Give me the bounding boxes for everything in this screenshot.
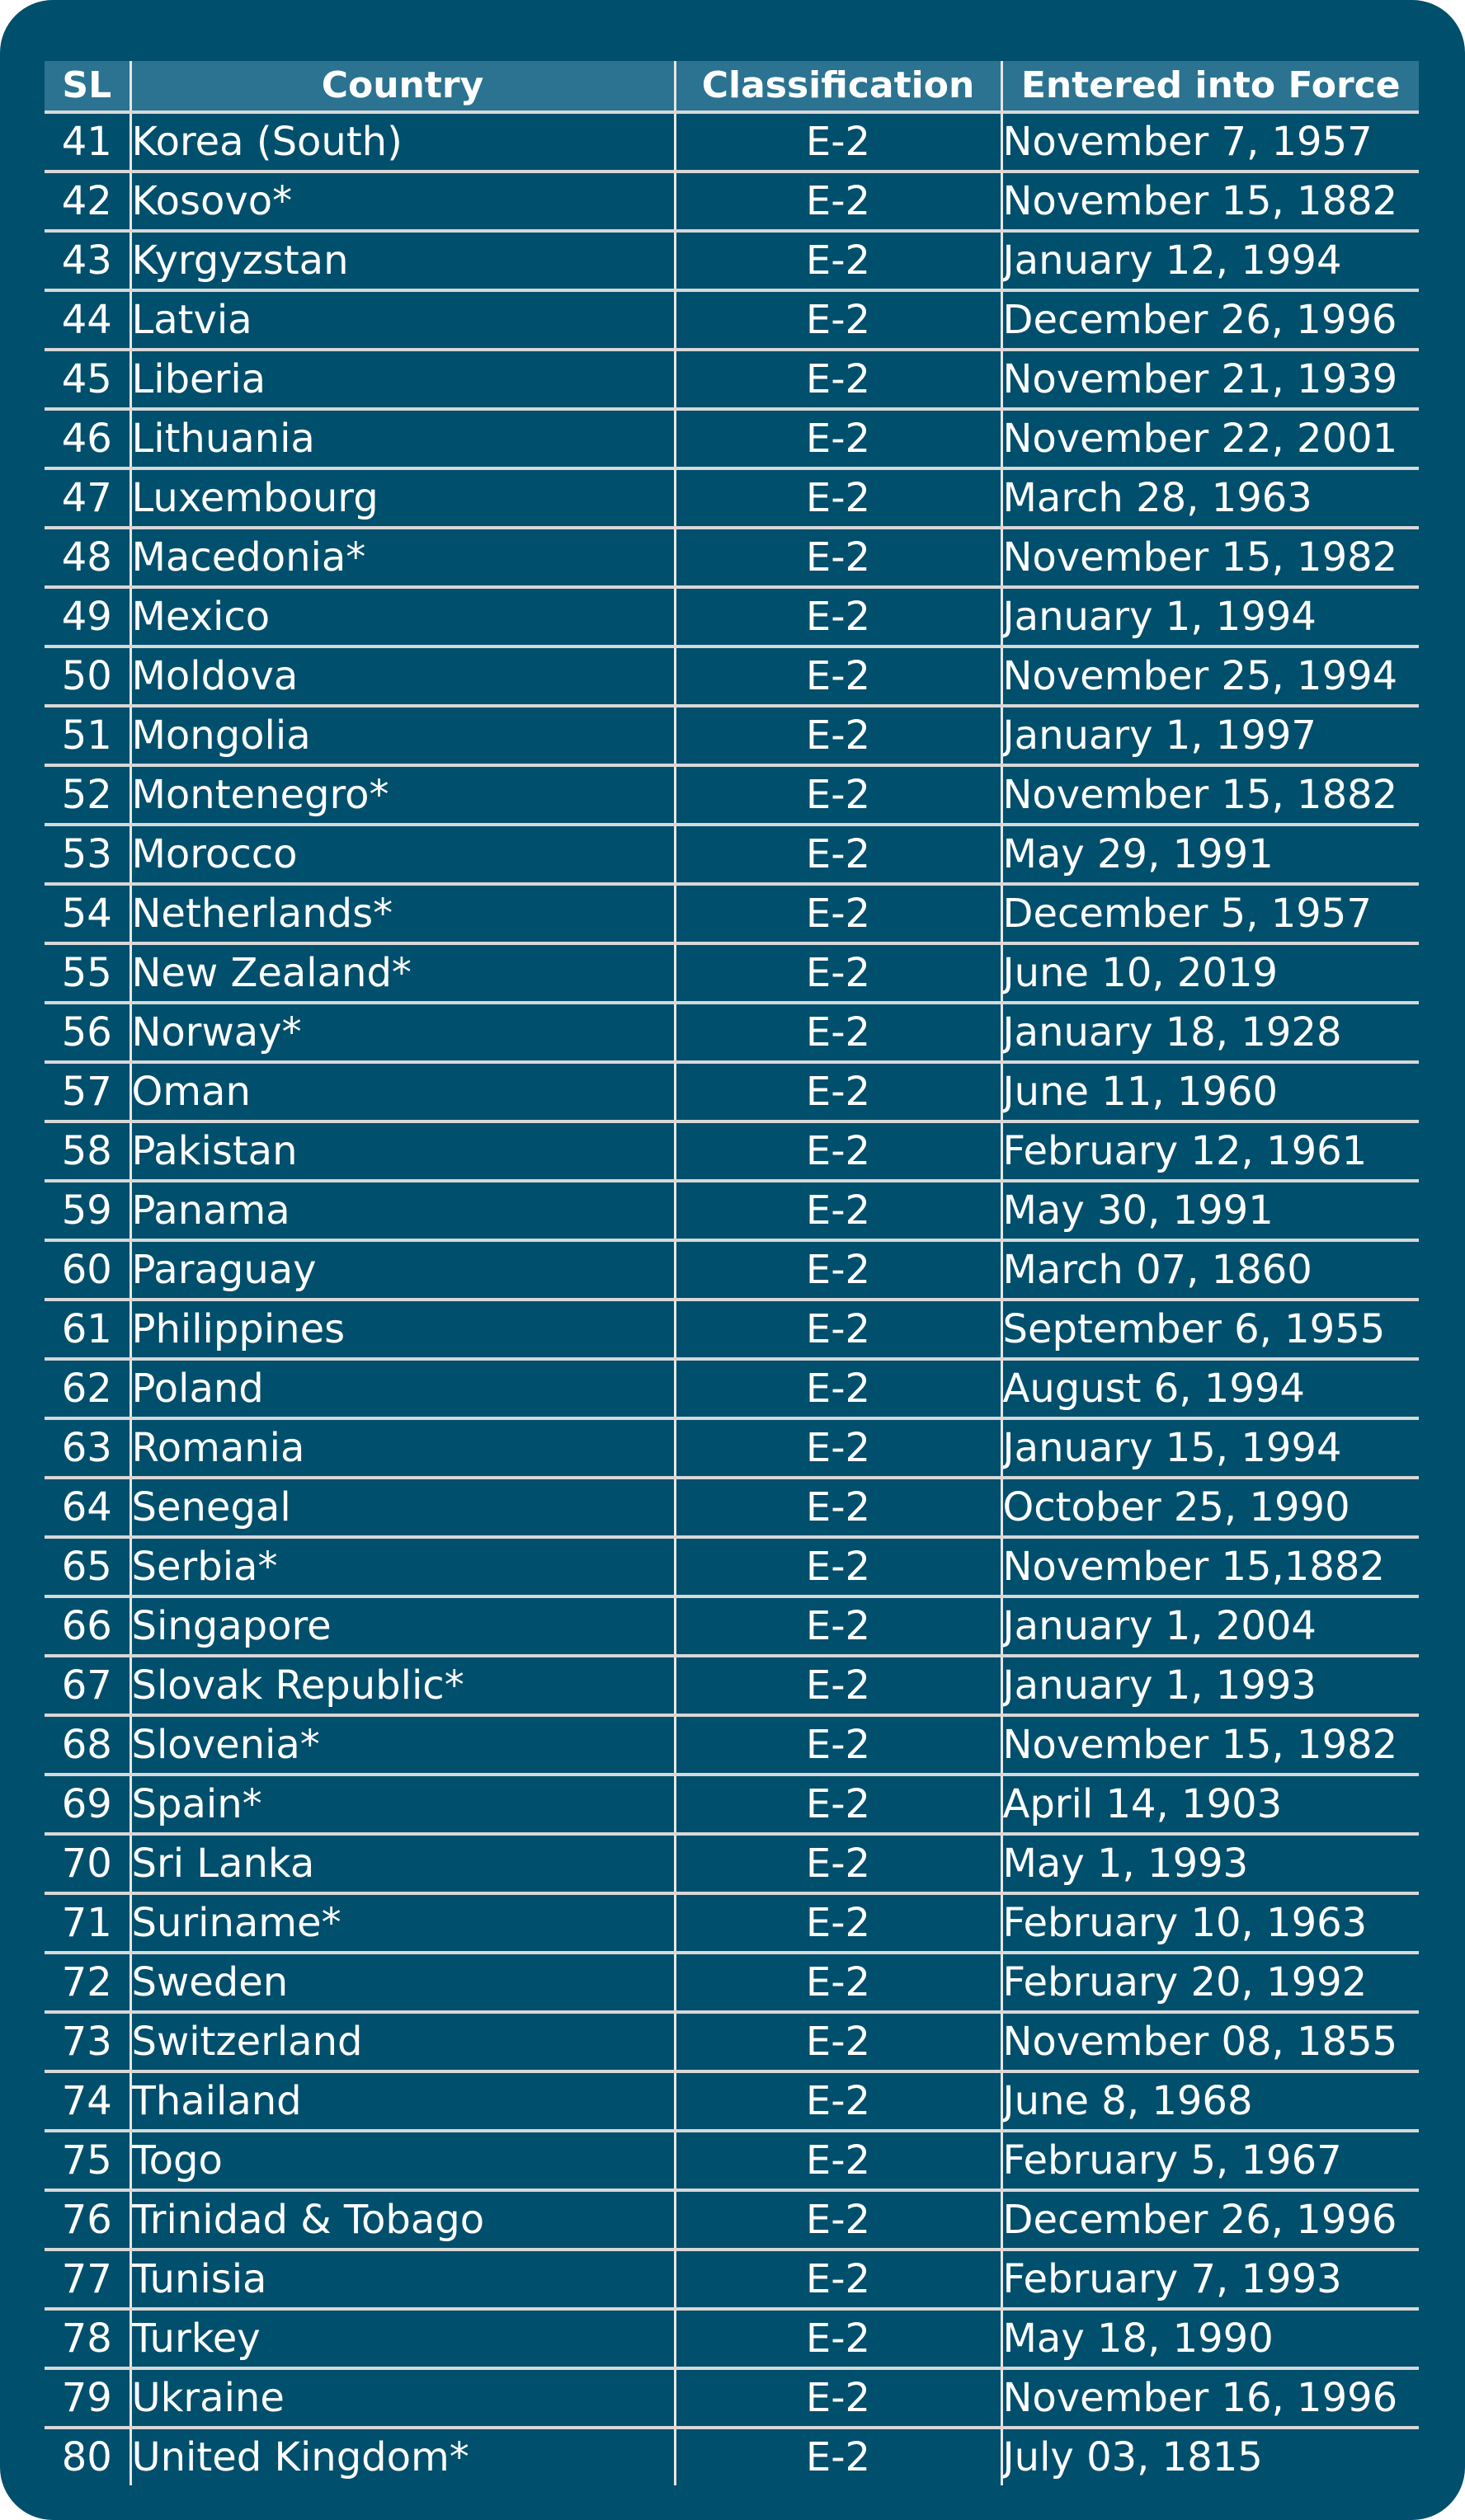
table-row: [45, 2190, 1419, 2250]
row-classification: E-2: [675, 825, 1001, 884]
row-country: Latvia: [130, 290, 675, 350]
row-entered-into-force: November 08, 1855: [1001, 2012, 1419, 2071]
row-classification: E-2: [675, 1240, 1001, 1300]
row-sl: 72: [45, 1953, 130, 2012]
row-entered-into-force: January 1, 2004: [1001, 1596, 1419, 1656]
row-country: Luxembourg: [130, 468, 675, 528]
row-entered-into-force: December 26, 1996: [1001, 2190, 1419, 2250]
row-classification: E-2: [675, 1537, 1001, 1596]
table-row: [45, 1181, 1419, 1240]
row-sl: 76: [45, 2190, 130, 2250]
row-country: Korea (South): [130, 112, 675, 172]
row-entered-into-force: January 15, 1994: [1001, 1418, 1419, 1478]
row-sl: 46: [45, 409, 130, 468]
row-country: United Kingdom*: [130, 2428, 675, 2485]
row-country: Togo: [130, 2131, 675, 2190]
row-country: Netherlands*: [130, 884, 675, 943]
table-row: [45, 1418, 1419, 1478]
row-sl: 51: [45, 706, 130, 765]
row-classification: E-2: [675, 646, 1001, 706]
table-row: [45, 1300, 1419, 1359]
table-row: [45, 587, 1419, 646]
row-sl: 69: [45, 1775, 130, 1834]
treaty-countries-table: [45, 61, 1419, 2485]
row-classification: E-2: [675, 1834, 1001, 1893]
row-country: Suriname*: [130, 1893, 675, 1953]
row-country: Switzerland: [130, 2012, 675, 2071]
row-entered-into-force: November 15, 1982: [1001, 528, 1419, 587]
row-country: Romania: [130, 1418, 675, 1478]
table-row: [45, 1478, 1419, 1537]
row-country: Turkey: [130, 2309, 675, 2368]
row-sl: 59: [45, 1181, 130, 1240]
row-classification: E-2: [675, 1478, 1001, 1537]
table-row: [45, 943, 1419, 1003]
table-row: [45, 2368, 1419, 2428]
header-country: Country: [130, 61, 675, 112]
table-row: [45, 825, 1419, 884]
table-row: [45, 290, 1419, 350]
row-country: Trinidad & Tobago: [130, 2190, 675, 2250]
row-sl: 58: [45, 1121, 130, 1181]
row-classification: E-2: [675, 706, 1001, 765]
row-classification: E-2: [675, 2190, 1001, 2250]
row-entered-into-force: December 26, 1996: [1001, 290, 1419, 350]
row-sl: 67: [45, 1656, 130, 1715]
table-row: [45, 1834, 1419, 1893]
table-row: [45, 2428, 1419, 2485]
row-country: Slovenia*: [130, 1715, 675, 1775]
row-country: Mexico: [130, 587, 675, 646]
row-entered-into-force: February 20, 1992: [1001, 1953, 1419, 2012]
row-sl: 75: [45, 2131, 130, 2190]
row-entered-into-force: February 5, 1967: [1001, 2131, 1419, 2190]
row-classification: E-2: [675, 1656, 1001, 1715]
table-row: [45, 2131, 1419, 2190]
table-row: [45, 2250, 1419, 2309]
row-sl: 53: [45, 825, 130, 884]
row-sl: 43: [45, 231, 130, 290]
table-body: [45, 112, 1419, 2485]
row-country: Poland: [130, 1359, 675, 1418]
row-country: Pakistan: [130, 1121, 675, 1181]
row-sl: 63: [45, 1418, 130, 1478]
row-sl: 41: [45, 112, 130, 172]
row-sl: 79: [45, 2368, 130, 2428]
row-sl: 52: [45, 765, 130, 825]
row-entered-into-force: October 25, 1990: [1001, 1478, 1419, 1537]
row-country: Panama: [130, 1181, 675, 1240]
row-sl: 62: [45, 1359, 130, 1418]
table-row: [45, 1596, 1419, 1656]
row-sl: 64: [45, 1478, 130, 1537]
table-row: [45, 528, 1419, 587]
row-classification: E-2: [675, 2309, 1001, 2368]
row-country: Kosovo*: [130, 172, 675, 231]
table-row: [45, 1359, 1419, 1418]
row-classification: E-2: [675, 1893, 1001, 1953]
header-classification: Classification: [675, 61, 1001, 112]
table-row: [45, 1240, 1419, 1300]
row-country: Oman: [130, 1062, 675, 1121]
row-classification: E-2: [675, 1003, 1001, 1062]
row-sl: 47: [45, 468, 130, 528]
row-sl: 57: [45, 1062, 130, 1121]
row-sl: 74: [45, 2071, 130, 2131]
row-classification: E-2: [675, 1300, 1001, 1359]
row-classification: E-2: [675, 2012, 1001, 2071]
row-entered-into-force: May 30, 1991: [1001, 1181, 1419, 1240]
row-classification: E-2: [675, 528, 1001, 587]
row-classification: E-2: [675, 1181, 1001, 1240]
row-sl: 48: [45, 528, 130, 587]
row-entered-into-force: November 15, 1882: [1001, 765, 1419, 825]
row-sl: 70: [45, 1834, 130, 1893]
row-entered-into-force: November 15, 1882: [1001, 172, 1419, 231]
row-entered-into-force: June 10, 2019: [1001, 943, 1419, 1003]
row-entered-into-force: November 15, 1982: [1001, 1715, 1419, 1775]
row-sl: 45: [45, 350, 130, 409]
row-country: Liberia: [130, 350, 675, 409]
row-country: Paraguay: [130, 1240, 675, 1300]
row-sl: 50: [45, 646, 130, 706]
row-entered-into-force: January 1, 1997: [1001, 706, 1419, 765]
row-sl: 66: [45, 1596, 130, 1656]
table-row: [45, 1715, 1419, 1775]
row-entered-into-force: November 22, 2001: [1001, 409, 1419, 468]
row-sl: 71: [45, 1893, 130, 1953]
row-entered-into-force: November 15,1882: [1001, 1537, 1419, 1596]
row-entered-into-force: June 11, 1960: [1001, 1062, 1419, 1121]
row-country: Moldova: [130, 646, 675, 706]
row-country: Kyrgyzstan: [130, 231, 675, 290]
table-row: [45, 2309, 1419, 2368]
row-classification: E-2: [675, 172, 1001, 231]
table-header-row: [45, 61, 1419, 112]
row-classification: E-2: [675, 943, 1001, 1003]
table-row: [45, 350, 1419, 409]
row-classification: E-2: [675, 1121, 1001, 1181]
row-entered-into-force: January 18, 1928: [1001, 1003, 1419, 1062]
row-sl: 56: [45, 1003, 130, 1062]
row-classification: E-2: [675, 1062, 1001, 1121]
header-sl: SL: [45, 61, 130, 112]
row-sl: 49: [45, 587, 130, 646]
row-country: Ukraine: [130, 2368, 675, 2428]
row-sl: 55: [45, 943, 130, 1003]
row-country: Singapore: [130, 1596, 675, 1656]
table-row: [45, 1537, 1419, 1596]
row-classification: E-2: [675, 1359, 1001, 1418]
row-country: Thailand: [130, 2071, 675, 2131]
row-entered-into-force: November 16, 1996: [1001, 2368, 1419, 2428]
row-entered-into-force: July 03, 1815: [1002, 2434, 1263, 2480]
table-row: [45, 765, 1419, 825]
row-sl: 65: [45, 1537, 130, 1596]
row-entered-into-force: March 28, 1963: [1001, 468, 1419, 528]
row-sl: 80: [45, 2428, 130, 2485]
row-entered-into-force: May 1, 1993: [1001, 1834, 1419, 1893]
row-entered-into-force: November 21, 1939: [1001, 350, 1419, 409]
table-row: [45, 1893, 1419, 1953]
row-classification: E-2: [675, 468, 1001, 528]
row-sl: 54: [45, 884, 130, 943]
row-country: Macedonia*: [130, 528, 675, 587]
row-sl: 73: [45, 2012, 130, 2071]
table-row: [45, 706, 1419, 765]
row-entered-into-force: February 7, 1993: [1001, 2250, 1419, 2309]
row-classification: E-2: [675, 350, 1001, 409]
row-entered-into-force: September 6, 1955: [1001, 1300, 1419, 1359]
row-entered-into-force: December 5, 1957: [1001, 884, 1419, 943]
table-row: [45, 112, 1419, 172]
row-classification: E-2: [675, 409, 1001, 468]
row-entered-into-force: April 14, 1903: [1001, 1775, 1419, 1834]
row-classification: E-2: [675, 2250, 1001, 2309]
row-country: Lithuania: [130, 409, 675, 468]
row-classification: E-2: [675, 1596, 1001, 1656]
row-entered-into-force: May 29, 1991: [1001, 825, 1419, 884]
row-country: Morocco: [130, 825, 675, 884]
table-row: [45, 1062, 1419, 1121]
table-row: [45, 172, 1419, 231]
row-sl: 42: [45, 172, 130, 231]
row-country: Spain*: [130, 1775, 675, 1834]
row-classification: E-2: [675, 112, 1001, 172]
row-country: New Zealand*: [130, 943, 675, 1003]
row-entered-into-force: May 18, 1990: [1001, 2309, 1419, 2368]
row-entered-into-force: January 1, 1993: [1001, 1656, 1419, 1715]
row-entered-into-force: February 10, 1963: [1001, 1893, 1419, 1953]
row-sl: 77: [45, 2250, 130, 2309]
row-sl: 61: [45, 1300, 130, 1359]
table-row: [45, 468, 1419, 528]
row-country: Sri Lanka: [130, 1834, 675, 1893]
row-country: Montenegro*: [130, 765, 675, 825]
table-row: [45, 2071, 1419, 2131]
row-classification: E-2: [675, 2428, 1001, 2485]
row-sl: 60: [45, 1240, 130, 1300]
header-entered-into-force: Entered into Force: [1001, 61, 1419, 112]
row-classification: E-2: [675, 2071, 1001, 2131]
row-country: Senegal: [130, 1478, 675, 1537]
row-entered-into-force: February 12, 1961: [1001, 1121, 1419, 1181]
row-classification: E-2: [675, 2131, 1001, 2190]
row-classification: E-2: [675, 587, 1001, 646]
row-entered-into-force: November 25, 1994: [1001, 646, 1419, 706]
row-classification: E-2: [675, 2368, 1001, 2428]
row-classification: E-2: [675, 231, 1001, 290]
row-country: Serbia*: [130, 1537, 675, 1596]
table-row: [45, 646, 1419, 706]
table-row: [45, 231, 1419, 290]
table-row: [45, 884, 1419, 943]
row-country: Sweden: [130, 1953, 675, 2012]
row-country: Philippines: [130, 1300, 675, 1359]
row-classification: E-2: [675, 1418, 1001, 1478]
row-sl: 78: [45, 2309, 130, 2368]
row-classification: E-2: [675, 290, 1001, 350]
table-row: [45, 1953, 1419, 2012]
table-row: [45, 1656, 1419, 1715]
table-row: [45, 1121, 1419, 1181]
row-classification: E-2: [675, 765, 1001, 825]
table-row: [45, 1003, 1419, 1062]
row-country: Mongolia: [130, 706, 675, 765]
row-entered-into-force: January 12, 1994: [1001, 231, 1419, 290]
row-entered-into-force: March 07, 1860: [1001, 1240, 1419, 1300]
row-classification: E-2: [675, 1715, 1001, 1775]
table-row: [45, 1775, 1419, 1834]
row-country: Slovak Republic*: [130, 1656, 675, 1715]
row-entered-into-force: June 8, 1968: [1001, 2071, 1419, 2131]
row-classification: E-2: [675, 884, 1001, 943]
table-row: [45, 2012, 1419, 2071]
row-classification: E-2: [675, 1953, 1001, 2012]
row-classification: E-2: [675, 1775, 1001, 1834]
row-sl: 44: [45, 290, 130, 350]
row-entered-into-force: January 1, 1994: [1001, 587, 1419, 646]
table-row: [45, 409, 1419, 468]
row-country: Tunisia: [130, 2250, 675, 2309]
row-entered-into-force: November 7, 1957: [1001, 112, 1419, 172]
row-country: Norway*: [130, 1003, 675, 1062]
row-sl: 68: [45, 1715, 130, 1775]
row-entered-into-force: August 6, 1994: [1001, 1359, 1419, 1418]
